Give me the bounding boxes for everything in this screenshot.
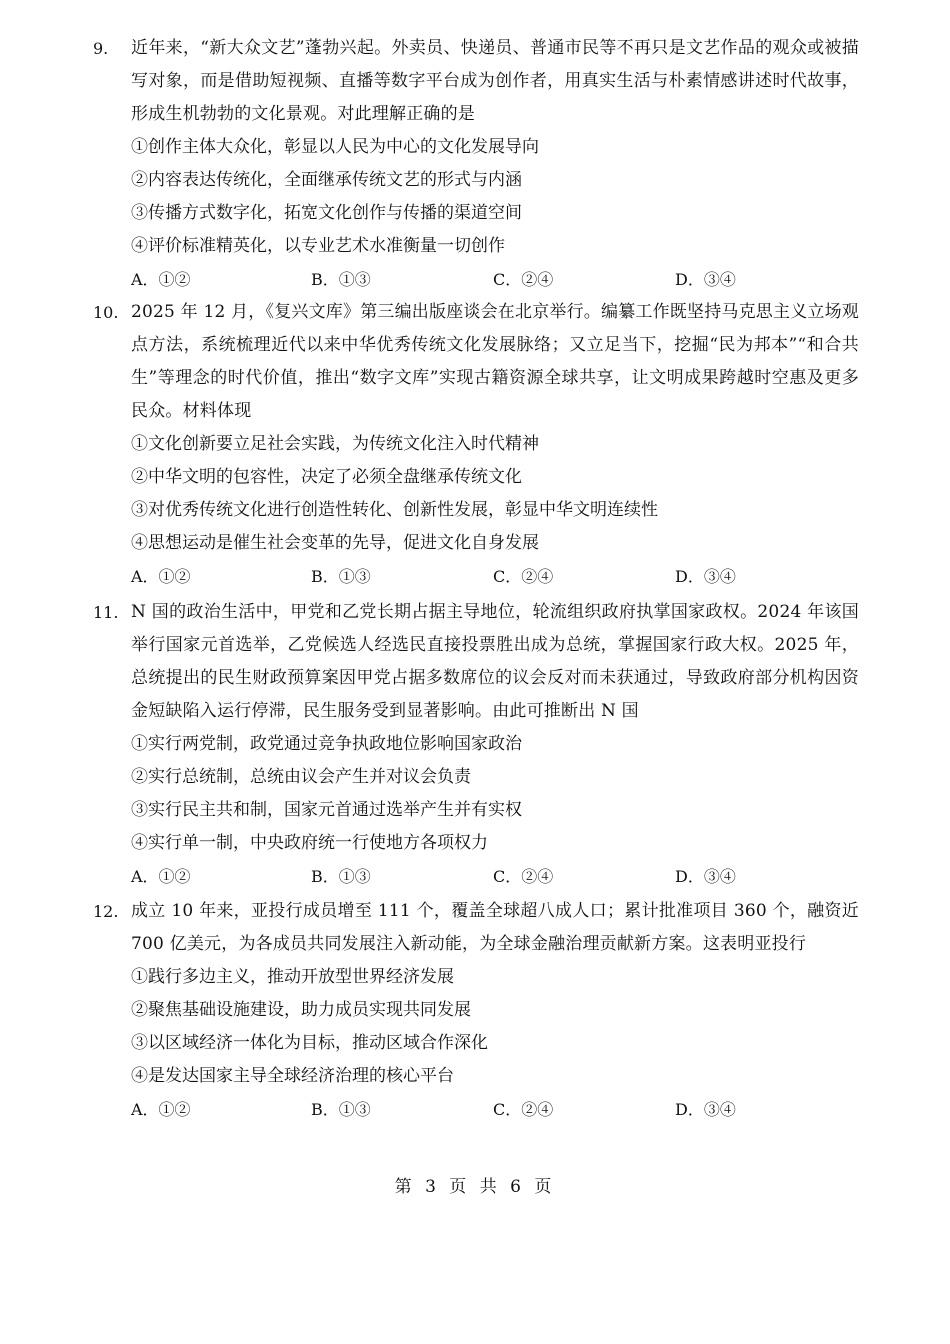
question-10 <box>0 296 950 593</box>
statement-option: ④是发达国家主导全球经济治理的核心平台 <box>131 1066 454 1086</box>
choice-a: A．①② <box>131 567 191 586</box>
choice-b: B．①③ <box>311 1100 371 1119</box>
statement-option: ④实行单一制，中央政府统一行使地方各项权力 <box>131 833 488 853</box>
statement-option: ②聚焦基础设施建设，助力成员实现共同发展 <box>131 1000 471 1020</box>
statement-option: ①实行两党制，政党通过竞争执政地位影响国家政治 <box>131 734 522 754</box>
choice-c: C．②④ <box>493 1100 554 1119</box>
page-footer: 第 3 页 共 6 页 <box>394 1177 556 1197</box>
question-stem: 2025 年 12 月，《复兴文库》第三编出版座谈会在北京举行。编纂工作既坚持马克思主义立场观点方法，系统梳理近代以来中华优秀传统文化发展脉络；又立足当下，挖掘“民为邦本”“和合共生”等理念的时代价值，推出“数字文库”实现古籍资源全球共享，让文明成果跨越时空惠及更多民众。材料体现 <box>131 302 860 421</box>
question-11 <box>0 596 950 893</box>
statement-option: ④评价标准精英化，以专业艺术水准衡量一切创作 <box>131 236 505 256</box>
statement-option: ③实行民主共和制，国家元首通过选举产生并有实权 <box>131 800 522 820</box>
statement-option: ④思想运动是催生社会变革的先导，促进文化自身发展 <box>131 533 539 553</box>
choice-a: A．①② <box>131 867 191 886</box>
statement-option: ③传播方式数字化，拓宽文化创作与传播的渠道空间 <box>131 203 522 223</box>
statement-option: ②中华文明的包容性，决定了必须全盘继承传统文化 <box>131 467 522 487</box>
question-number: 12. <box>93 902 119 921</box>
statement-option: ②内容表达传统化，全面继承传统文艺的形式与内涵 <box>131 170 522 190</box>
choice-d: D．③④ <box>675 1100 736 1119</box>
answer-choices <box>131 860 950 893</box>
question-stem: 近年来，“新大众文艺”蓬勃兴起。外卖员、快递员、普通市民等不再只是文艺作品的观众或被描写对象，而是借助短视频、直播等数字平台成为创作者，用真实生活与朴素情感讲述时代故事，形成生机勃勃的文化景观。对此理解正确的是 <box>131 38 859 124</box>
choice-d: D．③④ <box>675 567 736 586</box>
choice-a: A．①② <box>131 270 191 289</box>
question-12 <box>0 895 950 1126</box>
answer-choices <box>131 1093 950 1126</box>
answer-choices <box>131 560 950 593</box>
statement-option: ①文化创新要立足社会实践，为传统文化注入时代精神 <box>131 434 539 454</box>
statement-option: ①创作主体大众化，彰显以人民为中心的文化发展导向 <box>131 137 539 157</box>
question-stem: 成立 10 年来，亚投行成员增至 111 个，覆盖全球超八成人口；累计批准项目 360 个，融资近 700 亿美元，为各成员共同发展注入新动能，为全球金融治理贡献新方案。这表明亚投行 <box>131 901 859 954</box>
choice-c: C．②④ <box>493 567 554 586</box>
choice-b: B．①③ <box>311 567 371 586</box>
choice-d: D．③④ <box>675 270 736 289</box>
answer-choices <box>131 263 950 296</box>
statement-option: ①践行多边主义，推动开放型世界经济发展 <box>131 967 454 987</box>
choice-c: C．②④ <box>493 867 554 886</box>
question-number: 11. <box>93 603 119 622</box>
choice-a: A．①② <box>131 1100 191 1119</box>
statement-option: ③对优秀传统文化进行创造性转化、创新性发展，彰显中华文明连续性 <box>131 500 658 520</box>
statement-option: ②实行总统制，总统由议会产生并对议会负责 <box>131 767 471 787</box>
question-number: 9. <box>93 39 109 58</box>
choice-b: B．①③ <box>311 867 371 886</box>
choice-c: C．②④ <box>493 270 554 289</box>
choice-d: D．③④ <box>675 867 736 886</box>
question-9 <box>0 32 950 296</box>
question-stem: N 国的政治生活中，甲党和乙党长期占据主导地位，轮流组织政府执掌国家政权。2024 年该国举行国家元首选举，乙党候选人经选民直接投票胜出成为总统，掌握国家行政大权。2025 年，总统提出的民生财政预算案因甲党占据多数席位的议会反对而未获通过，导致政府部分机构因资金短缺陷入运行停滞，民生服务受到显著影响。由此可推断出 N 国 <box>131 602 859 721</box>
question-number: 10. <box>93 303 119 322</box>
statement-option: ③以区域经济一体化为目标，推动区域合作深化 <box>131 1033 488 1053</box>
choice-b: B．①③ <box>311 270 371 289</box>
